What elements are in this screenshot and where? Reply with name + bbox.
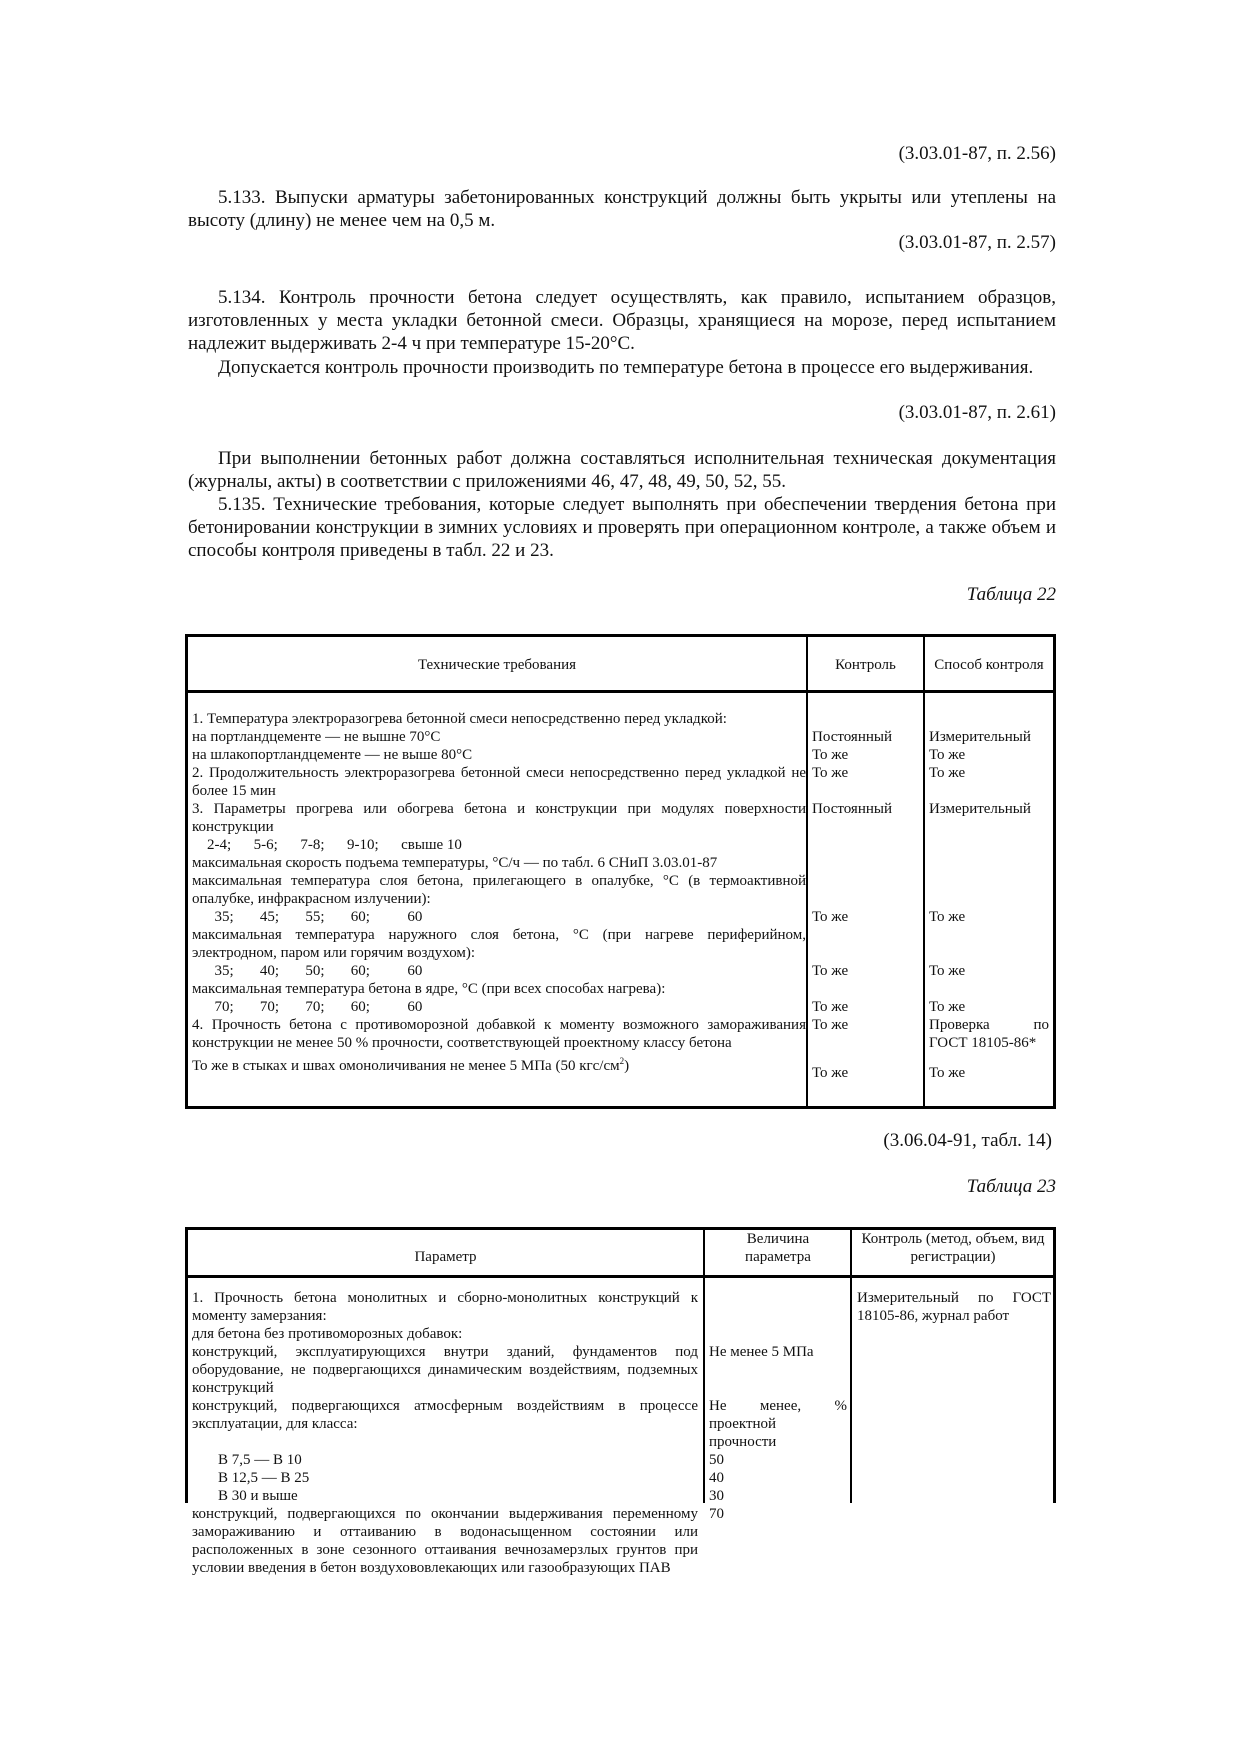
table-border bbox=[185, 1227, 188, 1503]
paragraph-5-134-permit: Допускается контроль прочности производить по температуре бетона в процессе его выдерживания. bbox=[218, 357, 1034, 378]
method-3: То же bbox=[929, 765, 966, 781]
header-requirements: Технические требования bbox=[417, 656, 577, 673]
header-control bbox=[853, 1230, 1053, 1266]
paragraph-5-134: 5.134. Контроль прочности бетона следует осуществлять, как правило, испытанием образцов, изготовленных у места укладки бетонной смеси. Образцы, хранящиеся на морозе, перед испытанием надлежит выдерживать 2-4 ч при температуре 15-20°С. bbox=[188, 287, 1056, 354]
value-4a: Не менее, % bbox=[709, 1398, 847, 1414]
paragraph-documentation: При выполнении бетонных работ должна составляться исполнительная техническая документация (журналы, акты) в соответствии с приложениями 46, 47, 48, 49, 50, 52, 55. bbox=[188, 448, 1056, 492]
column-divider bbox=[923, 637, 925, 1106]
req-1-portland: на портландцементе — не вышне 70°С bbox=[192, 729, 441, 745]
value-7: 30 bbox=[709, 1488, 724, 1504]
req-5-text: То же в стыках и швах омоноличивания не менее 5 МПа (50 кгс/см bbox=[192, 1058, 620, 1074]
req-3-core-values: 70; 70; 70; 60; 60 bbox=[192, 999, 423, 1015]
req-3-modules: 2-4; 5-6; 7-8; 9-10; свыше 10 bbox=[192, 837, 462, 853]
req-5 bbox=[192, 1052, 806, 1075]
control-6: То же bbox=[812, 963, 849, 979]
column-divider bbox=[850, 1227, 852, 1503]
req-2: 2. Продолжительность электроразогрева бетонной смеси непосредственно перед укладкой не более 15 мин bbox=[192, 765, 806, 799]
header-method: Способ контроля bbox=[934, 656, 1044, 673]
header-value-line2: параметра bbox=[745, 1249, 811, 1265]
method-6: То же bbox=[929, 963, 966, 979]
method-2: То же bbox=[929, 747, 966, 763]
value-4b: проектной bbox=[709, 1416, 777, 1432]
value-4c: прочности bbox=[709, 1434, 777, 1450]
control-9: То же bbox=[812, 1065, 849, 1081]
control-5: То же bbox=[812, 909, 849, 925]
req-1-slag: на шлакопортландцементе — не выше 80°С bbox=[192, 747, 473, 763]
req-1: 1. Температура электроразогрева бетонной смеси непосредственно перед укладкой: bbox=[192, 711, 727, 727]
req-3-speed: максимальная скорость подъема температуры, °С/ч — по табл. 6 СНиП 3.03.01-87 bbox=[192, 855, 718, 871]
table-22 bbox=[185, 634, 1056, 1109]
header-value-line1: Величина bbox=[746, 1231, 810, 1247]
param-2: для бетона без противоморозных добавок: bbox=[192, 1326, 463, 1342]
column-divider bbox=[806, 637, 808, 1106]
requirements-column bbox=[192, 710, 806, 1075]
control-7: То же bbox=[812, 999, 849, 1015]
reference-2-57: (3.03.01-87, п. 2.57) bbox=[898, 232, 1056, 253]
method-7: То же bbox=[929, 999, 966, 1015]
method-8a: Проверка по bbox=[929, 1017, 1049, 1033]
method-5: То же bbox=[929, 909, 966, 925]
method-9: То же bbox=[929, 1065, 966, 1081]
control-3: То же bbox=[812, 765, 849, 781]
value-5: 50 bbox=[709, 1452, 724, 1468]
table-23-caption: Таблица 23 bbox=[966, 1176, 1056, 1197]
param-6: В 12,5 — В 25 bbox=[218, 1470, 310, 1486]
param-7: В 30 и выше bbox=[218, 1488, 298, 1504]
control-1: Постоянный bbox=[812, 729, 892, 745]
req-3-outer-values: 35; 40; 50; 60; 60 bbox=[192, 963, 423, 979]
value-8: 70 bbox=[709, 1506, 724, 1522]
header-control-line1: Контроль (метод, объем, вид bbox=[861, 1231, 1045, 1247]
req-4: 4. Прочность бетона с противоморозной добавкой к моменту возможного замораживания конструкции не менее 50 % прочности, соответствующей проектному классу бетона bbox=[192, 1017, 806, 1051]
parameter-column bbox=[192, 1289, 698, 1577]
reference-2-56: (3.03.01-87, п. 2.56) bbox=[898, 143, 1056, 164]
req-3: 3. Параметры прогрева или обогрева бетона и конструкции при модулях поверхности конструкции bbox=[192, 801, 806, 835]
paragraph-5-133: 5.133. Выпуски арматуры забетонированных конструкций должны быть укрыты или утеплены на высоту (длину) не менее чем на 0,5 м. bbox=[188, 187, 1056, 231]
method-1: Измерительный bbox=[929, 729, 1031, 745]
method-4: Измерительный bbox=[929, 801, 1031, 817]
reference-2-61: (3.03.01-87, п. 2.61) bbox=[898, 402, 1056, 423]
param-1: 1. Прочность бетона монолитных и сборно-монолитных конструкций к моменту замерзания: bbox=[192, 1290, 698, 1324]
control-1: Измерительный по ГОСТ 18105-86, журнал работ bbox=[857, 1290, 1051, 1324]
param-4: конструкций, подвергающихся атмосферным воздействиям в процессе эксплуатации, для класса: bbox=[192, 1398, 698, 1432]
req-3-layer-values: 35; 45; 55; 60; 60 bbox=[192, 909, 423, 925]
table-22-caption: Таблица 22 bbox=[966, 584, 1056, 605]
reference-tabl-14: (3.06.04-91, табл. 14) bbox=[883, 1130, 1052, 1151]
control-4: Постоянный bbox=[812, 801, 892, 817]
req-3-outer: максимальная температура наружного слоя бетона, °С (при нагреве периферийном, электродном, паром или горячим воздухом): bbox=[192, 927, 806, 961]
param-spacer bbox=[192, 1433, 698, 1451]
column-divider bbox=[703, 1227, 705, 1503]
header-parameter: Параметр bbox=[414, 1249, 477, 1265]
header-divider bbox=[185, 1275, 1056, 1278]
table-border bbox=[1053, 1227, 1056, 1503]
control-8: То же bbox=[812, 1017, 849, 1033]
method-8b: ГОСТ 18105-86* bbox=[929, 1035, 1037, 1051]
header-control-line2: регистрации) bbox=[910, 1249, 996, 1265]
req-3-core: максимальная температура бетона в ядре, °С (при всех способах нагрева): bbox=[192, 981, 666, 997]
param-5: В 7,5 — В 10 bbox=[218, 1452, 302, 1468]
control-2: То же bbox=[812, 747, 849, 763]
req-3-layer: максимальная температура слоя бетона, прилегающего в опалубке, °С (в термоактивной опалубке, инфракрасном излучении): bbox=[192, 873, 806, 907]
param-3: конструкций, эксплуатирующихся внутри зданий, фундаментов под оборудование, не подвергающихся динамическим воздействиям, подземных конструкций bbox=[192, 1344, 698, 1396]
header-control: Контроль bbox=[835, 656, 896, 673]
req-5-end: ) bbox=[624, 1058, 630, 1074]
header-value bbox=[705, 1230, 851, 1266]
req-5-sup: 2 bbox=[619, 1056, 625, 1066]
value-6: 40 bbox=[709, 1470, 724, 1486]
param-8: конструкций, подвергающихся по окончании выдерживания переменному замораживанию и оттаиванию в водонасыщенном состоянии или расположенных в зоне сезонного оттаивания вечнозамерзлых грунтов при условии введения в бетон воздухововлекающих или газообразующих ПАВ bbox=[192, 1506, 698, 1576]
value-3: Не менее 5 МПа bbox=[709, 1344, 814, 1360]
paragraph-5-135: 5.135. Технические требования, которые следует выполнять при обеспечении твердения бетона при бетонировании конструкции в зимних условиях и проверять при операционном контроле, а также объем и способы контроля приведены в табл. 22 и 23. bbox=[188, 494, 1056, 561]
